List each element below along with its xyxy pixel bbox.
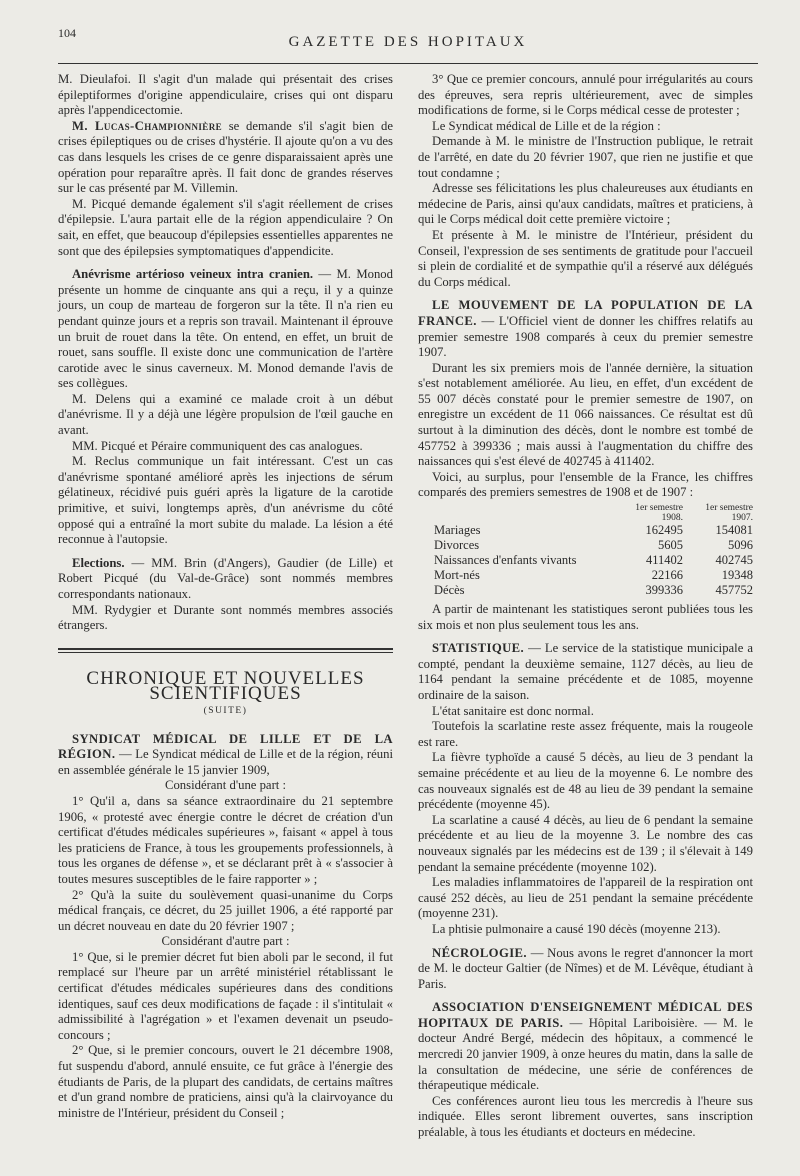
cell-1907: 5096 [728, 538, 753, 553]
section-title: CHRONIQUE ET NOUVELLES SCIENTIFIQUES [86, 667, 365, 705]
paragraph: Ces conférences auront lieu tous les mercredis à l'heure sus indiquée. Elles seront librement ouvertes, sans inscription préalable, à tous les étudiants et docteurs en médecine. [418, 1093, 753, 1140]
page-header [58, 26, 758, 66]
cell-1908: 411402 [645, 553, 683, 568]
paragraph [58, 267, 393, 392]
cell-1907: 154081 [715, 523, 753, 538]
paragraph: MM. Rydygier et Durante sont nommés membres associés étrangers. [58, 602, 393, 633]
subheading: LE MOUVEMENT DE LA POPULATION DE LA FRANCE. [418, 298, 753, 328]
paragraph: Demande à M. le ministre de l'Instruction publique, le retrait de l'arrêté, en date du 20 février 1907, que rien ne justifie et que tout condamne ; [418, 134, 753, 180]
paragraph: A partir de maintenant les statistiques seront publiées tous les six mois et non plus seulement tous les ans. [418, 602, 753, 632]
paragraph [58, 119, 393, 197]
paragraph: MM. Picqué et Péraire communiquent des cas analogues. [72, 438, 363, 453]
subheading: Elections. [72, 555, 125, 570]
speaker-name: M. Lucas-Championnière [72, 118, 223, 133]
page-number: 104 [58, 26, 76, 40]
paragraph: M. Dieulafoi. Il s'agit d'un malade qui présentait des crises épileptiformes d'origine appendiculaire, crises qui ont disparu après l'appendicectomie. [58, 72, 393, 118]
table-row [418, 523, 753, 538]
paragraph: Et présente à M. le ministre de l'Intérieur, président du Conseil, l'expression de ses sentiments de gratitude pour l'accueil si plein de cordialité et de sympathie qu'il a réservé aux délégués du Corps médical. [418, 227, 753, 289]
paragraph: Considérant d'une part : [164, 778, 287, 793]
table-row [418, 568, 753, 583]
paragraph-text: — MM. Brin (d'Angers), Gaudier (de Lille) et Robert Picqué (du Val-de-Grâce) sont nommés membres correspondants nationaux. [58, 555, 393, 601]
paragraph: M. Reclus communique un fait intéressant. C'est un cas d'anévrisme spontané amélioré après les injections de sérum gélatineux, récidivé puis guéri après la ligature de la carotide primitive, et suivi, longtemps après, d'un anévrisme du côté opposé qui a entraîné la mort subite du malade. La lésion a été reconnue à l'autopsie. [58, 454, 393, 547]
paragraph-text: — Le service de la statistique municipale a compté, pendant la deuxième semaine, 1127 décès, au lieu de 1164 pendant la semaine précédente et de 1085, moyenne ordinaire de la saison. [418, 641, 753, 702]
paragraph: Durant les six premiers mois de l'année dernière, la situation s'est notablement améliorée. Au lieu, en effet, d'un excédent de 55 007 décès constaté pour le premier semestre de 1907, on enregistre un excédent de 11 066 naissances. Ce résultat est dû surtout à la diminution des décès, dont le nombre est tombé de 457752 à 399336 ; mais aussi à l'augmentation du chiffre des naissances qui s'est élevé de 402745 à 411402. [418, 360, 753, 469]
column-year: 1907. [731, 513, 753, 524]
paragraph-text: — M. Monod présente un homme de cinquante ans qui a reçu, il y a quinze jours, un coup de marteau de forgeron sur la tête. Il n'a rien eu pendant quinze jours et a repris son travail. Maintenant il éprouve un bruit de rouet dans la tête. On entend, en effet, un bruit de rouet, sans souffle. Il existe donc une communication de l'artère carotide avec le sinus caverneux. M. Monod demande l'avis de ses collègues. [58, 267, 393, 391]
paragraph [58, 556, 393, 603]
section-subtitle: (SUITE) [203, 705, 248, 716]
cell-1908: 5605 [658, 538, 683, 553]
column-year: 1908. [661, 513, 683, 524]
paragraph: 1° Qu'il a, dans sa séance extraordinaire du 21 septembre 1906, « protesté avec énergie contre le décret de création d'un certificat d'études médicales supérieures », faisant « appel à tous les praticiens de France, à tous les groupements professionnels, à tous les organes de défense », et se déclarant prêt à « s'associer à toutes mesures susceptibles de le faire rapporter » ; [58, 793, 393, 886]
header-rule [58, 63, 758, 64]
cell-1907: 457752 [715, 583, 753, 598]
paragraph: La scarlatine a causé 4 décès, au lieu de 6 pendant la semaine précédente et au lieu de la moyenne 3. Le nombre des cas nouveaux signalés par les médecins est de 139 ; il s'élevait à 149 pendant la semaine précédente (moyenne 102). [418, 812, 753, 874]
table-header-1907 [683, 503, 753, 523]
column-label: 1er semestre [705, 503, 753, 514]
table-row [418, 538, 753, 553]
paragraph: Voici, au surplus, pour l'ensemble de la France, les chiffres comparés des premiers semestres de 1908 et de 1907 : [418, 469, 753, 500]
section-divider [58, 648, 393, 653]
cell-1908: 162495 [645, 523, 683, 538]
paragraph: M. Picqué demande également s'il s'agit réellement de crises d'épilepsie. L'aura partait elle de la région appendiculaire ? On sait, en effet, que beaucoup d'épilepsies essentielles apparentes ne sont que des épilepsies symptomatiques d'appendicite. [58, 196, 393, 258]
paragraph: Le Syndicat médical de Lille et de la région : [432, 118, 661, 133]
paragraph [58, 732, 393, 779]
journal-title: GAZETTE DES HOPITAUX [288, 34, 528, 50]
paragraph: 1° Que, si le premier décret fut bien aboli par le second, il fut remplacé sur l'heure par un arrêté ministériel rétablissant le certificat d'études médicales supérieures dans des conditions identiques, sauf ces deux modifications de façade : il s'intitulait « admissibilité à l'agrégation » et l'examen devenait un pseudo-concours ; [58, 949, 393, 1042]
subheading: NÉCROLOGIE. [432, 945, 527, 960]
row-label: Divorces [434, 538, 480, 553]
table-header-row [418, 503, 753, 523]
table-header-label [418, 503, 613, 523]
right-column [418, 72, 753, 1141]
paragraph-text: — Hôpital Lariboisière. — M. le docteur André Bergé, médecin des hôpitaux, a commencé le mercredi 20 janvier 1909, à onze heures du matin, dans la salle de la consultation de médecine, une série de conférences de thérapeutique médicale. [418, 1015, 753, 1093]
paragraph-text: — Le Syndicat médical de Lille et de la région, réuni en assemblée générale le 15 janvier 1909, [58, 747, 393, 777]
paragraph: 3° Que ce premier concours, annulé pour irrégularités au cours des épreuves, sera repris ultérieurement, avec de simples modifications de forme, si le Corps médical cesse de protester ; [418, 72, 753, 118]
paragraph: 2° Qu'à la suite du soulèvement quasi-unanime du Corps médical français, ce décret, du 25 juillet 1906, a été rapporté par un décret nouveau en date du 20 février 1907 ; [58, 887, 393, 933]
cell-1908: 22166 [651, 568, 683, 583]
paragraph: 2° Que, si le premier concours, ouvert le 21 décembre 1908, fut suspendu d'abord, annulé ensuite, ce fut grâce à l'énergie des étudiants de Paris, de la plupart des candidats, de certains maîtres et d'un grand nombre de praticiens, ainsi qu'à la clairvoyance du ministre de l'Intérieur, président du Conseil ; [58, 1043, 393, 1120]
paragraph [418, 946, 753, 993]
cell-1908: 399336 [645, 583, 683, 598]
subheading: SYNDICAT MÉDICAL DE LILLE ET DE LA RÉGION. [58, 731, 393, 762]
paragraph: L'état sanitaire est donc normal. [432, 703, 594, 718]
table-row [418, 583, 753, 598]
paragraph: La fièvre typhoïde a causé 5 décès, au lieu de 3 pendant la semaine précédente et au lieu de la moyenne 6. Le nombre des cas nouveaux signalés est de 48 au lieu de 39 pendant la semaine précédente (moyenne 45). [418, 750, 753, 812]
row-label: Mariages [434, 523, 481, 538]
left-column [58, 72, 393, 1121]
paragraph-text: — L'Officiel vient de donner les chiffres relatifs au premier semestre 1908 comparés à ceux du premier semestre 1907. [418, 313, 753, 360]
table-row [418, 553, 753, 568]
row-label: Naissances d'enfants vivants [434, 553, 577, 568]
cell-1907: 402745 [715, 553, 753, 568]
paragraph [418, 298, 753, 360]
subheading: ASSOCIATION D'ENSEIGNEMENT MÉDICAL DES HOPITAUX DE PARIS. [418, 1000, 753, 1030]
column-label: 1er semestre [635, 503, 683, 514]
paragraph: Toutefois la scarlatine reste assez fréquente, mais la rougeole est rare. [418, 719, 753, 749]
paragraph: Considérant d'autre part : [161, 934, 290, 949]
paragraph-text: — Nous avons le regret d'annoncer la mort de M. le docteur Galtier (de Nîmes) et de M. Lévêque, étudiant à Paris. [418, 945, 753, 991]
row-label: Décès [434, 583, 465, 598]
paragraph: M. Delens qui a examiné ce malade croit à un début d'anévrisme. Il y a déjà une légère propulsion de l'œil gauche en avant. [58, 391, 393, 438]
paragraph: Les maladies inflammatoires de l'appareil de la respiration ont causé 252 décès, au lieu de 251 pendant la semaine précédente (moyenne 231). [418, 875, 753, 921]
cell-1907: 19348 [721, 568, 753, 583]
paragraph-text: se demande s'il s'agit bien de crises épileptiques ou de crises d'hystérie. Il ajoute qu'on a vu des cas dans lesquels les crises de ce genre disparaissaient après une opération pour reparaître après. Il fait donc de grandes réserves sur le cas présenté par M. Villemin. [58, 118, 393, 196]
paragraph: Adresse ses félicitations les plus chaleureuses aux étudiants en médecine de Paris, ainsi qu'aux candidats, maîtres et praticiens, à qui le Corps médical doit cette première victoire ; [418, 181, 753, 227]
population-table [418, 503, 753, 598]
subheading: Anévrisme artérioso veineux intra cranien. [72, 267, 314, 282]
paragraph [418, 1000, 753, 1094]
table-header-1908 [613, 503, 683, 523]
row-label: Mort-nés [434, 568, 480, 583]
paragraph: La phtisie pulmonaire a causé 190 décès (moyenne 213). [432, 921, 721, 936]
subheading: STATISTIQUE. [432, 641, 525, 656]
paragraph [418, 641, 753, 703]
